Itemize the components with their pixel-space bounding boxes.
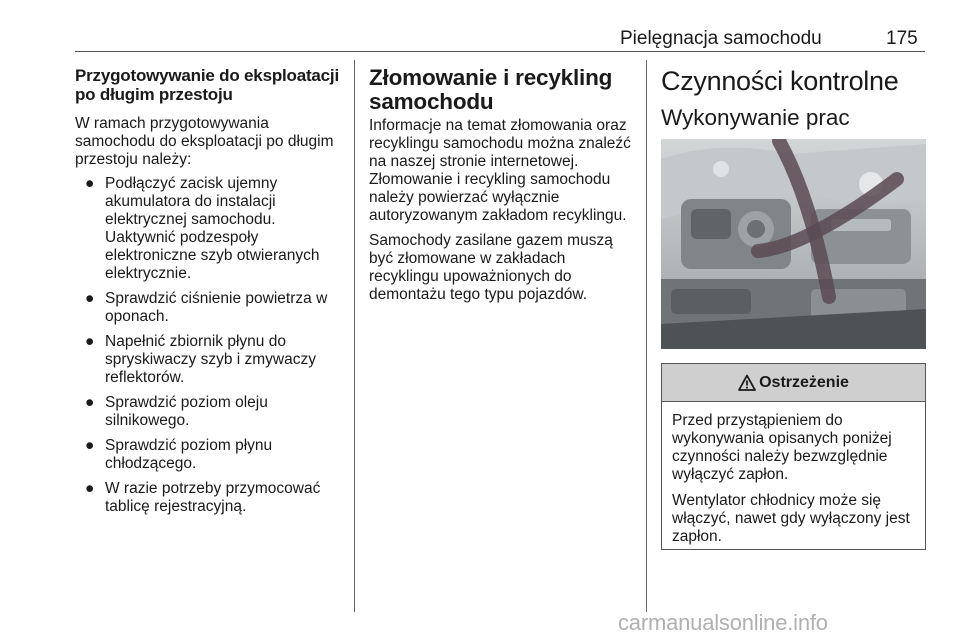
bullet-icon: ● — [85, 394, 95, 411]
list-item — [75, 290, 345, 326]
middle-column — [369, 66, 637, 304]
chapter-title: Czynności kontrolne — [661, 66, 899, 96]
warning-paragraph: Wentylator chłodnicy może się włączyć, nawet gdy wyłączony jest zapłon. — [672, 492, 910, 545]
engine-bay-photo — [661, 139, 926, 349]
list-item-text: Sprawdzić poziom oleju silnikowego. — [105, 394, 268, 429]
recycling-paragraph: Informacje na temat złomowania oraz recyklingu samochodu można znaleźć na naszej stronie internetowej. Złomowanie i recykling samochodu należy powierzać wyłącznie autoryzowanym zakładom recyklingu. — [369, 117, 631, 224]
checklist — [75, 175, 345, 516]
header-rule — [75, 51, 925, 52]
list-item — [75, 394, 345, 430]
warning-label: Ostrzeżenie — [759, 373, 849, 391]
bullet-icon: ● — [85, 480, 95, 497]
list-item — [75, 175, 345, 283]
list-item — [75, 333, 345, 387]
running-title: Pielęgnacja samochodu — [620, 28, 822, 49]
bullet-icon: ● — [85, 290, 95, 307]
chapter-subtitle: Wykonywanie prac — [661, 105, 850, 130]
left-column — [75, 66, 345, 523]
section-heading-preparation: Przygotowywanie do eksploatacji po długim przestoju — [75, 66, 339, 104]
warning-box — [661, 363, 926, 550]
bullet-icon: ● — [85, 333, 95, 350]
watermark: carmanualsonline.info — [618, 610, 828, 635]
bullet-icon: ● — [85, 437, 95, 454]
bullet-icon: ● — [85, 175, 95, 192]
list-item — [75, 437, 345, 473]
engine-bay-illustration — [661, 139, 926, 349]
list-item-text: Napełnić zbiornik płynu do spryskiwaczy szyb i zmywaczy reflektorów. — [105, 333, 316, 386]
warning-body — [662, 402, 925, 546]
warning-triangle-icon — [738, 374, 756, 392]
list-item-text: W razie potrzeby przymocować tablicę rejestracyjną. — [105, 480, 321, 515]
list-item-text: Sprawdzić ciśnienie powietrza w oponach. — [105, 290, 328, 325]
page-number: 175 — [886, 28, 918, 49]
list-item — [75, 480, 345, 516]
section-heading-recycling: Złomowanie i recykling samochodu — [369, 65, 613, 114]
warning-header — [662, 364, 925, 402]
gas-vehicles-paragraph: Samochody zasilane gazem muszą być złomowane w zakładach recyklingu upoważnionych do demontażu tego typu pojazdów. — [369, 232, 613, 303]
column-divider-right — [646, 60, 647, 612]
list-item-text: Podłączyć zacisk ujemny akumulatora do instalacji elektrycznej samochodu. Uaktywnić podzespoły elektroniczne szyb otwieranych elektrycznie. — [105, 175, 320, 282]
right-column — [661, 66, 926, 132]
column-divider-left — [354, 60, 355, 612]
warning-paragraph: Przed przystąpieniem do wykonywania opisanych poniżej czynności należy bezwzględnie wyłączyć zapłon. — [672, 412, 892, 483]
list-item-text: Sprawdzić poziom płynu chłodzącego. — [105, 437, 273, 472]
intro-paragraph: W ramach przygotowywania samochodu do eksploatacji po długim przestoju należy: — [75, 115, 334, 168]
